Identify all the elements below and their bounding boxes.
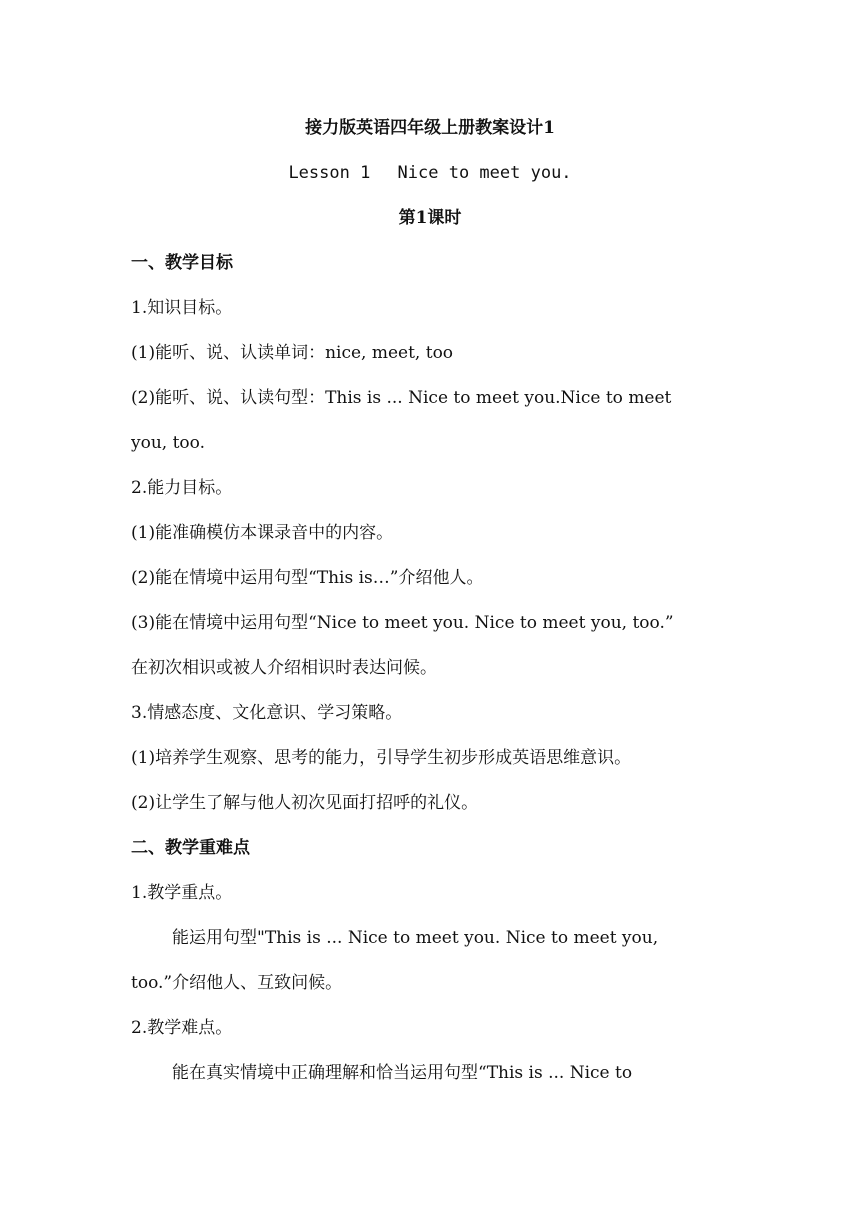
ability-objective-2: (2)能在情境中运用句型“This is…”介绍他人。: [131, 568, 484, 588]
key-point-text-line1: 能运用句型"This is ... Nice to meet you. Nice to meet you,: [172, 928, 659, 948]
affective-objective-1: (1)培养学生观察、思考的能力，引导学生初步形成英语思维意识。: [131, 748, 632, 768]
key-point-text-line2: too.”介绍他人、互致问候。: [131, 973, 343, 993]
section-heading-key-points: 二、教学重难点: [131, 838, 250, 858]
affective-objective-heading: 3.情感态度、文化意识、学习策略。: [131, 703, 403, 723]
ability-objective-3-line2: 在初次相识或被人介绍相识时表达问候。: [131, 658, 437, 678]
knowledge-objective-words: (1)能听、说、认读单词：nice, meet, too: [131, 343, 454, 363]
difficulty-heading: 2.教学难点。: [131, 1018, 233, 1038]
ability-objective-3-line1: (3)能在情境中运用句型“Nice to meet you. Nice to meet you, too.”: [131, 613, 674, 633]
lesson-title: Lesson 1 Nice to meet you.: [288, 163, 572, 183]
difficulty-text-line1: 能在真实情境中正确理解和恰当运用句型“This is ... Nice to: [172, 1063, 633, 1083]
period-title: 第1课时: [398, 208, 462, 228]
key-point-heading: 1.教学重点。: [131, 883, 233, 903]
knowledge-objective-sentences-line2: you, too.: [131, 433, 206, 453]
knowledge-objective-heading: 1.知识目标。: [131, 298, 233, 318]
ability-objective-1: (1)能准确模仿本课录音中的内容。: [131, 523, 394, 543]
ability-objective-heading: 2.能力目标。: [131, 478, 233, 498]
knowledge-objective-sentences-line1: (2)能听、说、认读句型：This is ... Nice to meet you.Nice to meet: [131, 388, 672, 408]
section-heading-objectives: 一、教学目标: [131, 253, 233, 273]
document-title: 接力版英语四年级上册教案设计1: [305, 118, 555, 138]
affective-objective-2: (2)让学生了解与他人初次见面打招呼的礼仪。: [131, 793, 479, 813]
